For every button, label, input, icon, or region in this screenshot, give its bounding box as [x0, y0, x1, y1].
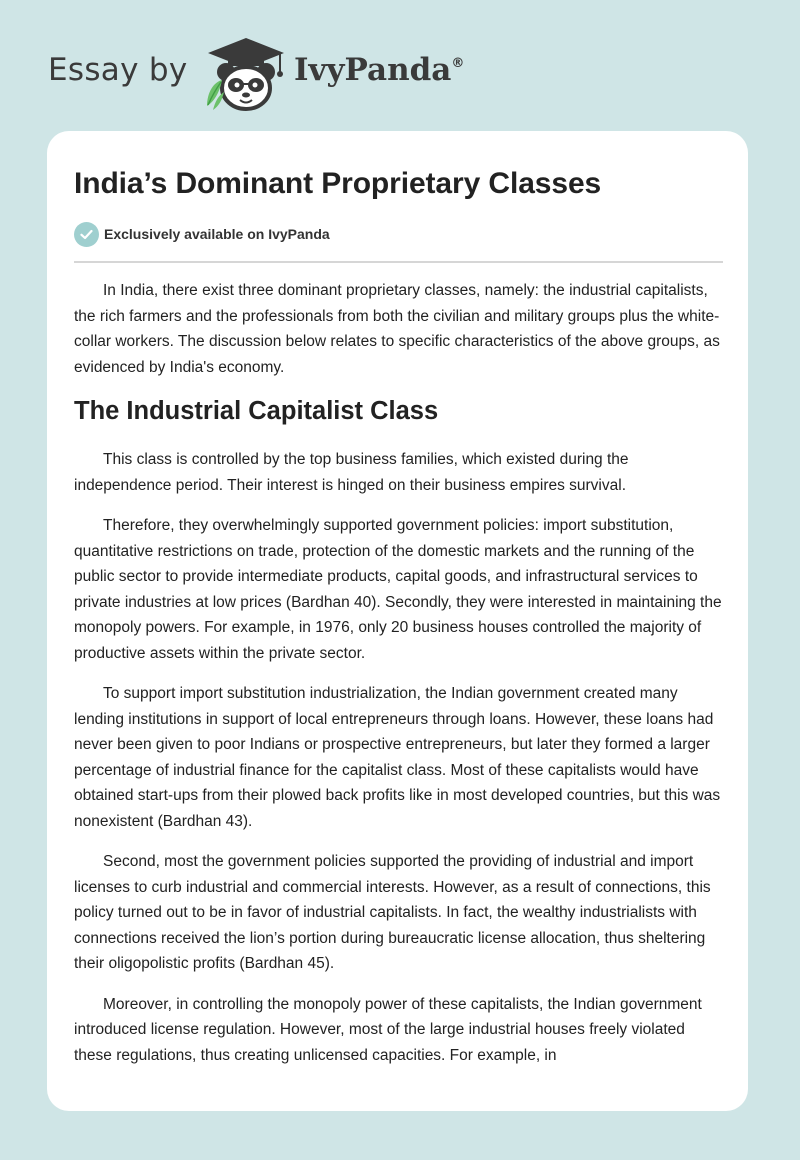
site-header [0, 0, 800, 130]
essay-by-label: Essay by [48, 52, 188, 88]
essay-card [47, 131, 748, 1111]
registered-mark: ® [451, 56, 465, 71]
body-paragraph: Second, most the government policies supported the providing of industrial and import licenses to curb industrial and commercial interests. However, as a result of connections, this policy turned out to be in favor of industrial capitalists. In fact, the wealthy industrialists with connections received the lion’s portion during bureaucratic license allocation, thus sheltering their oligopolistic profits (Bardhan 45). [74, 853, 711, 972]
exclusive-badge [74, 221, 330, 247]
section-heading: The Industrial Capitalist Class [74, 397, 439, 425]
page-title: India’s Dominant Proprietary Classes [74, 167, 602, 200]
body-paragraph: Therefore, they overwhelmingly supported government policies: import substitution, quantitative restrictions on trade, protection of the domestic markets and the running of the public sector to provide intermediate products, capital goods, and infrastructural services to private industries at low prices (Bardhan 40). Secondly, they were interested in maintaining the monopoly powers. For example, in 1976, only 20 business houses controlled the majority of productive assets within the private sector. [74, 517, 722, 662]
divider [74, 261, 723, 263]
body-paragraph: This class is controlled by the top business families, which existed during the independence period. Their interest is hinged on their business empires survival. [74, 451, 629, 494]
body-paragraph: Moreover, in controlling the monopoly power of these capitalists, the Indian government introduced license regulation. However, most of the large industrial houses freely violated these regulations, thus creating unlicensed capacities. For example, in [74, 995, 702, 1064]
brand-name-text: IvyPanda [294, 52, 452, 88]
exclusive-label: Exclusively available on IvyPanda [104, 226, 330, 242]
graduate-panda-logo-icon[interactable] [200, 36, 292, 112]
check-circle-icon [74, 222, 99, 247]
body-paragraph: To support import substitution industrialization, the Indian government created many lending institutions in support of local entrepreneurs through loans. However, these loans had never been given to poor Indians or prospective entrepreneurs, but later they formed a larger percentage of industrial finance for the capitalist class. Most of these capitalists would have obtained start-ups from their plowed back profits like in most developed countries, but this was nonexistent (Bardhan 43). [74, 685, 721, 830]
ivypanda-brand[interactable] [294, 52, 464, 88]
article-body [74, 278, 723, 1083]
intro-paragraph: In India, there exist three dominant proprietary classes, namely: the industrial capitalists, the rich farmers and the professionals from both the civilian and military groups plus the white-collar workers. The discussion below relates to specific characteristics of the above groups, as evidenced by India's economy. [74, 282, 720, 376]
